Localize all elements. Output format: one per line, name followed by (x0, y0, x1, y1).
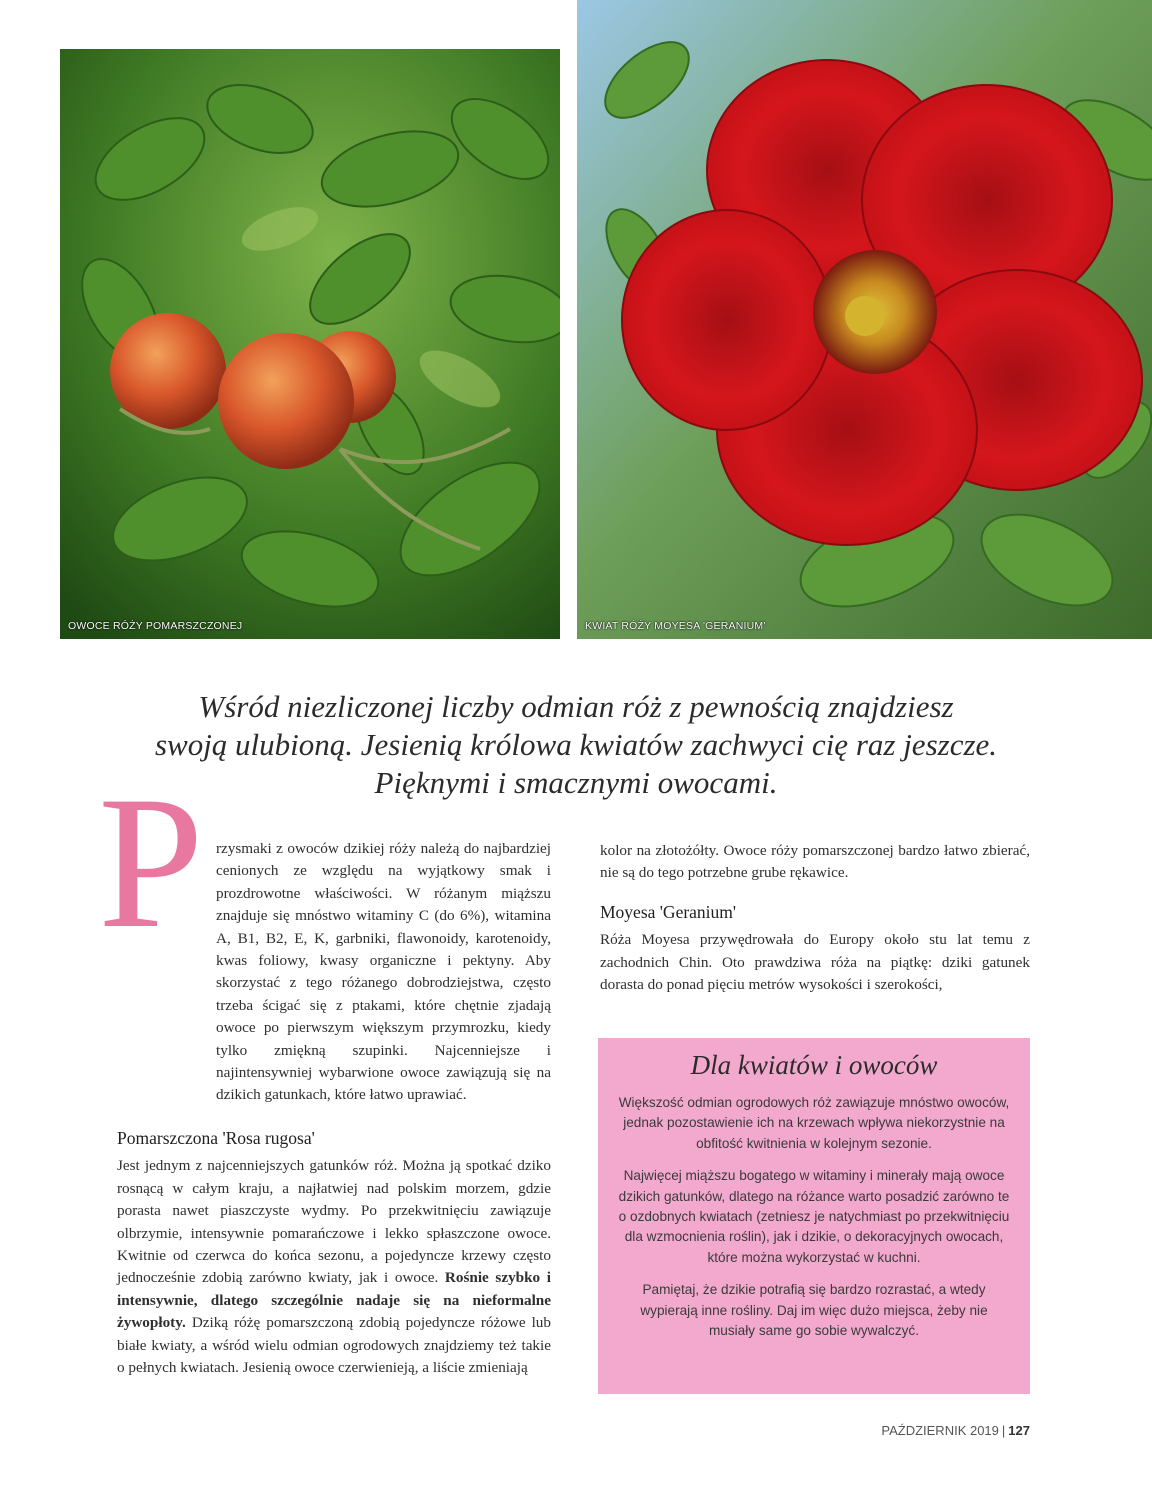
sidebar-box-paragraph-3: Pamiętaj, że dzikie potrafią się bardzo rozrastać, a wtedy wypierają inne rośliny. Daj im więc dużo miejsca, żeby nie musiały same go sobie wywalczyć. (640, 1282, 988, 1339)
rose-hips-photo (60, 49, 560, 639)
footer-separator: | (1001, 1423, 1006, 1438)
lead-line-2: swoją ulubioną. Jesienią królowa kwiatów zachwyci cię raz jeszcze. (154, 727, 998, 762)
sidebar-box (598, 1038, 1030, 1394)
section-heading-moyesa: Moyesa 'Geranium' (600, 901, 737, 922)
lead-line-1: Wśród niezliczonej liczby odmian róż z pewnością znajdziesz (198, 689, 954, 724)
red-rose-photo (577, 0, 1152, 639)
lead-paragraph (100, 688, 1052, 802)
section-heading-rugosa: Pomarszczona 'Rosa rugosa' (117, 1127, 315, 1148)
photo-caption-right: KWIAT RÓŻY MOYESA 'GERANIUM' (585, 620, 766, 632)
sidebar-box-paragraph-1: Większość odmian ogrodowych róż zawiązuje mnóstwo owoców, jednak pozostawienie ich na krzewach wpływa niekorzystnie na obfitość kwitnienia w kolejnym sezonie. (618, 1095, 1010, 1151)
intro-paragraph (216, 838, 551, 1107)
section-rugosa-paragraph (117, 1155, 551, 1379)
intro-text: rzysmaki z owoców dzikiej róży należą do najbardziej cenionych ze względu na wyjątkowy smak i prozdrowotne właściwości. W różanym miąższu znajduje się mnóstwo witaminy C (do 6%), witamina A, B1, B2, E, K, garbniki, flawonoidy, karotenoidy, kwas foliowy, kwasy organiczne i pektyny. Aby skorzystać z tego różanego dobrodziejstwa, często trzeba ścigać się z ptakami, które chętnie zjadają owoce po pierwszym większym przymrozku, kiedy tylko zmiękną szupinki. Najcenniejsze i najintensywniej wybarwione owoce zawiązują się na dzikich gatunkach, które łatwo uprawiać. (216, 840, 551, 1104)
lead-line-3: Pięknymi i smacznymi owocami. (374, 765, 778, 800)
page-number: 127 (1008, 1423, 1030, 1438)
rose-hips-illustration (60, 49, 560, 639)
red-rose-illustration (577, 0, 1152, 639)
rugosa-text-a: Jest jednym z najcenniejszych gatunków róż. Można ją spotkać dziko rosnącą w całym kraju, a najłatwiej nad polskim morzem, gdzie porasta nawet piaszczyste wydmy. Po przekwitnięciu zawiązuje olbrzymie, intensywnie pomarańczowe i lekko spłaszczone owoce. Kwitnie od czerwca do końca sezonu, a pojedyncze krzewy często jednocześnie zdobią zarówno kwiaty, jak i owoce. (117, 1157, 551, 1287)
sidebar-box-paragraph-2: Najwięcej miąższu bogatego w witaminy i minerały mają owoce dzikich gatunków, dlatego na różance warto posadzić zarówno te o ozdobnych kwiatach (zetniesz je natychmiast po przekwitnięciu dla wzmocnienia roślin), jak i dzikie, o dekoracyjnych owocach, które można wykorzystać w kuchni. (618, 1168, 1010, 1265)
article-column-left (117, 838, 551, 1379)
rugosa-text-b: Dziką różę pomarszczoną zdobią pojedyncze różowe lub białe kwiaty, a wśród wielu odmian ogrodowych znajdziemy też takie o pełnych kwiatach. Jesienią owoce czerwienieją, a liście zmieniają (117, 1314, 551, 1376)
issue-label: PAŹDZIERNIK 2019 (881, 1423, 999, 1438)
article-column-right (600, 840, 1030, 996)
section-moyesa-paragraph: Róża Moyesa przywędrowała do Europy około stu lat temu z zachodnich Chin. Oto prawdziwa róża na piątkę: dziki gatunek dorasta do ponad pięciu metrów wysokości i szerokości, (600, 931, 1030, 994)
continued-paragraph: kolor na złotożółty. Owoce róży pomarszczonej bardzo łatwo zbierać, nie są do tego potrzebne grube rękawice. (600, 842, 1030, 882)
drop-cap: P (98, 758, 204, 968)
rugosa-bold-text: Rośnie szybko i intensywnie, dlatego szczególnie nadaje się na nieformalne żywopłoty. (117, 1269, 551, 1332)
photo-caption-left: OWOCE RÓŻY POMARSZCZONEJ (68, 620, 243, 632)
sidebar-box-title: Dla kwiatów i owoców (690, 1050, 938, 1080)
page-footer (881, 1423, 1030, 1438)
